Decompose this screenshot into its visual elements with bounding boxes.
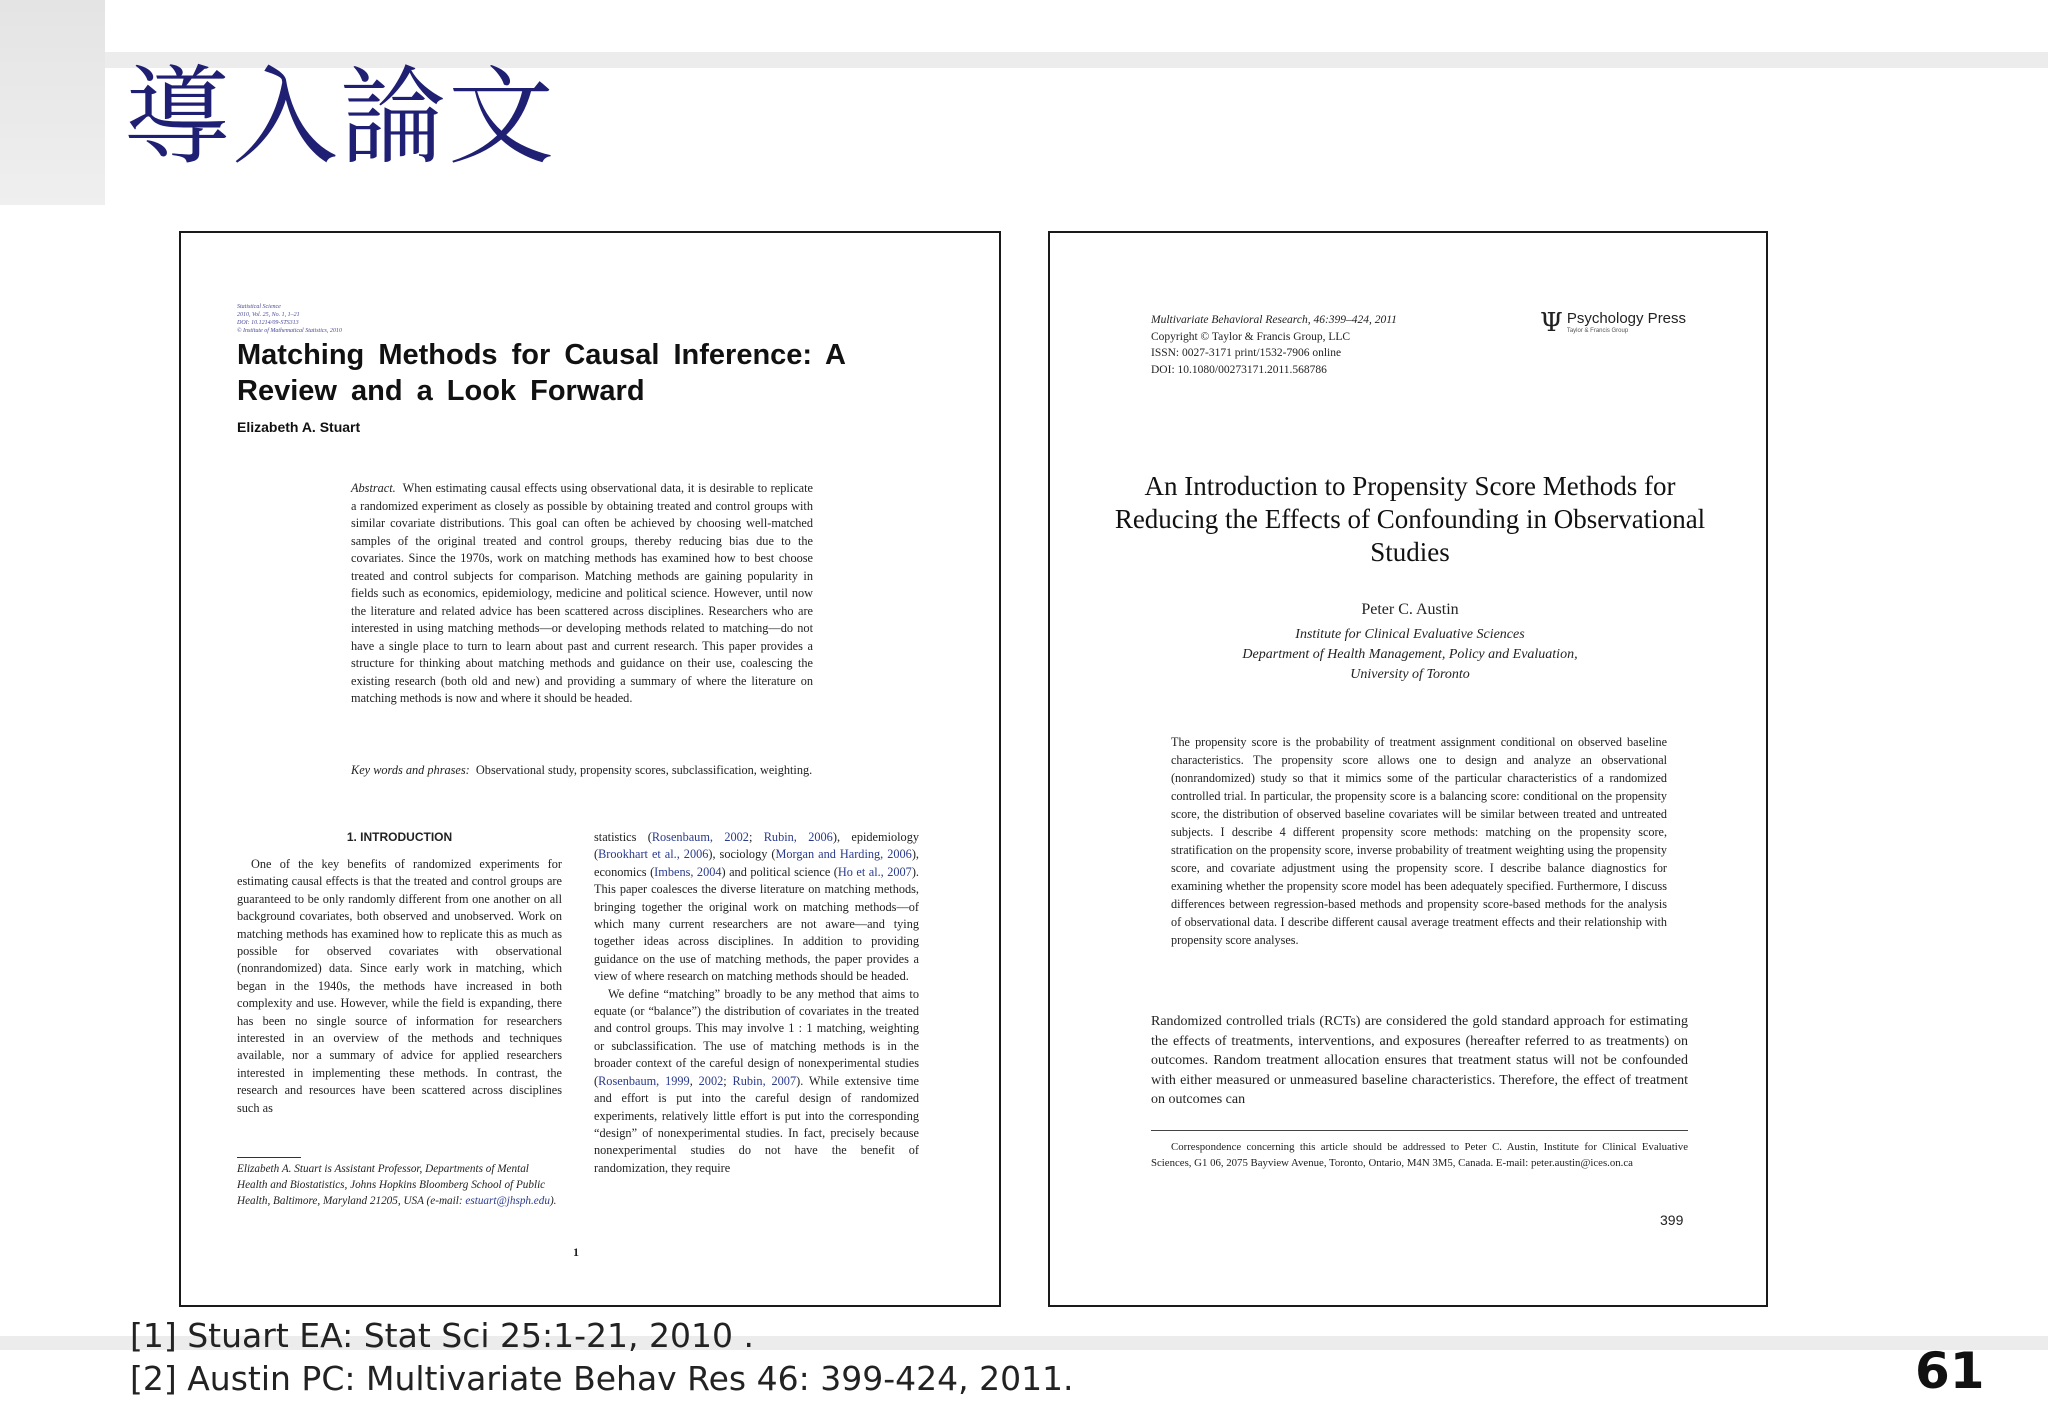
citation-link[interactable]: Rubin, 2006	[763, 830, 833, 844]
journal-meta	[1151, 312, 1397, 378]
journal-meta-line: Copyright © Taylor & Francis Group, LLC	[1151, 330, 1351, 343]
journal-header-line: 2010, Vol. 25, No. 1, 1–21	[237, 312, 300, 318]
citation-link[interactable]: Ho et al., 2007	[837, 864, 912, 879]
paper-1-title: Matching Methods for Causal Inference: A Review and a Look Forward	[237, 339, 845, 407]
citation-link[interactable]: 2002	[698, 1073, 724, 1088]
abstract-text: When estimating causal effects using observational data, it is desirable to replicate a randomized experiment as closely as possible by obtaining treated and control groups with similar covariate distributions. This goal can often be achieved by choosing well-matched samples of the original treated and control groups, thereby reducing bias due to the covariates. Since the 1970s, work on matching methods has examined how to best choose treated and control subjects for comparison. Matching methods are gaining popularity in fields such as economics, epidemiology, medicine and political science. However, until now the literature and related advice has been scattered across disciplines. Researchers who are interested in using matching methods—or developing methods related to matching—do not have a single place to turn to learn about past and current research. This paper provides a structure for thinking about matching methods and guidance on their use, coalescing the existing research (both old and new) and providing a summary of where the literature on matching methods is now and where it should be headed.	[351, 481, 813, 705]
journal-header-line: Statistical Science	[237, 304, 281, 310]
journal-meta-line: DOI: 10.1080/00273171.2011.568786	[1151, 363, 1327, 376]
page-number: 399	[1660, 1212, 1684, 1228]
footnote-rule	[1151, 1130, 1688, 1131]
slide-number: 61	[1915, 1342, 1985, 1400]
keywords-text: Observational study, propensity scores, subclassification, weighting.	[475, 763, 813, 777]
journal-meta-line: ISSN: 0027-3171 print/1532-7906 online	[1151, 347, 1342, 359]
paper-2-affiliations	[1090, 625, 1730, 685]
paper-2-title: An Introduction to Propensity Score Methods for Reducing the Effects of Confounding in Observational Studies	[1114, 471, 1706, 567]
section-heading: 1. INTRODUCTION	[346, 830, 453, 844]
citation-link[interactable]: Morgan and Harding, 2006	[775, 847, 912, 862]
reference-2: [2] Austin PC: Multivariate Behav Res 46: 399-424, 2011.	[130, 1359, 1074, 1398]
intro-paragraph: statistics (Rosenbaum, 2002; Rubin, 2006), epidemiology (Brookhart et al., 2006), sociology (Morgan and Harding, 2006), economics (Imbens, 2004) and political science (Ho et al., 2007). This paper coalesces the diverse literature on matching methods, bringing together the original work on matching methods—of which many current researchers are not aware—and tying together ideas across disciplines. In addition to providing guidance on the use of matching methods, the paper provides a view of where research on matching methods should be headed.	[594, 830, 920, 984]
paper-2-abstract: The propensity score is the probability of treatment assignment conditional on observed baseline characteristics. The propensity score allows one to design and analyze an observational (nonrandomized) study so that it mimics some of the particular characteristics of a randomized controlled trial. In particular, the propensity score is a balancing score: conditional on the propensity score, the distribution of observed baseline covariates will be similar between treated and untreated subjects. I describe 4 different propensity score methods: matching on the propensity score, stratification on the propensity score, inverse probability of treatment weighting using the propensity score, and covariate adjustment using the propensity score. I describe balance diagnostics for examining whether the propensity score model has been adequately specified. Furthermore, I discuss differences between regression-based methods and propensity score-based methods for the analysis of observational data. I describe different causal average treatment effects and their relationship with propensity score analyses.	[1171, 735, 1667, 947]
publisher-logo	[1540, 308, 1687, 338]
paper-2-page	[1048, 231, 1768, 1307]
citation-link[interactable]: Rosenbaum, 1999	[598, 1073, 690, 1088]
intro-paragraph: We define “matching” broadly to be any method that aims to equate (or “balance”) the distribution of covariates in the treated and control groups. This may involve 1 : 1 matching, weighting or subclassification. The use of matching methods is in the broader context of the careful design of nonexperimental studies (Rosenbaum, 1999, 2002; Rubin, 2007). While extensive time and effort is put into the careful design of randomized experiments, relatively little effort is put into the corresponding “design” of nonexperimental studies. In fact, precisely because nonexperimental studies do not have the benefit of randomization, they require	[594, 986, 919, 1175]
citation-link[interactable]: Imbens, 2004	[654, 864, 722, 879]
keywords-label: Key words and phrases:	[351, 763, 470, 777]
paper-1-author: Elizabeth A. Stuart	[237, 419, 361, 435]
journal-meta-line: Multivariate Behavioral Research, 46:399–424, 2011	[1151, 314, 1397, 326]
intro-paragraph: One of the key benefits of randomized experiments for estimating causal effects is that the treated and control groups are guaranteed to be only randomly different from one another on all background covariates, both observed and unobserved. Work on matching methods has examined how to replicate this as much as possible for observed covariates with observational (nonrandomized) data. Since early work in matching, which began in the 1940s, the methods have increased in both complexity and use. However, while the field is expanding, there has been no single source of information for researchers interested in an overview of the methods and techniques available, nor a summary of advice for applied researchers interested in implementing these methods. In contrast, the research and resources have been scattered across disciplines such as	[237, 857, 562, 1115]
author-email-link[interactable]: estuart@jhsph.edu	[465, 1194, 550, 1207]
citation-link[interactable]: Brookhart et al., 2006	[598, 847, 709, 862]
intro-column-right	[594, 829, 919, 1177]
corner-decoration	[0, 0, 105, 205]
paper-2-body: Randomized controlled trials (RCTs) are considered the gold standard approach for estimating the effects of treatments, interventions, and exposures (hereafter referred to as treatments) on outcomes. Random treatment allocation ensures that treatment status will not be confounded with either measured or unmeasured baseline characteristics. Therefore, the effect of treatment on outcomes can	[1151, 1014, 1688, 1108]
psi-logo-icon: Ψ	[1540, 308, 1563, 338]
paper-2-author: Peter C. Austin	[1361, 601, 1459, 618]
affiliation-line: Department of Health Management, Policy and Evaluation,	[1242, 647, 1578, 662]
paper-1-page	[179, 231, 1001, 1307]
affiliation-line: University of Toronto	[1350, 667, 1470, 682]
journal-header-line: © Institute of Mathematical Statistics, 2010	[237, 328, 342, 334]
publisher-name: Psychology Press	[1566, 310, 1687, 327]
page-number: 1	[573, 1245, 579, 1259]
correspondence-note: Correspondence concerning this article should be addressed to Peter C. Austin, Institute for Clinical Evaluative Sciences, G1 06, 2075 Bayview Avenue, Toronto, Ontario, M4N 3M5, Canada. E-mail: peter.austin@ices.on.ca	[1151, 1141, 1688, 1169]
footnote-rule	[237, 1157, 301, 1158]
abstract-label: Abstract.	[351, 481, 396, 495]
publisher-group: Taylor & Francis Group	[1566, 328, 1629, 334]
citation-link[interactable]: Rubin, 2007	[732, 1073, 797, 1088]
paper-1-abstract	[351, 480, 813, 708]
slide-title: 導入論文	[124, 56, 556, 179]
affiliation-line: Institute for Clinical Evaluative Sciences	[1295, 627, 1525, 642]
reference-1: [1] Stuart EA: Stat Sci 25:1-21, 2010 .	[130, 1316, 754, 1355]
journal-header-line: DOI: 10.1214/09-STS313	[237, 320, 299, 326]
intro-column-left	[237, 856, 562, 1117]
author-footnote: Elizabeth A. Stuart is Assistant Professor, Departments of Mental Health and Biostatistics, Johns Hopkins Bloomberg School of Public Health, Baltimore, Maryland 21205, USA (e-mail: estuart@jhsph.edu).	[237, 1163, 557, 1207]
paper-1-keywords	[351, 762, 813, 780]
citation-link[interactable]: Rosenbaum, 2002	[651, 830, 749, 844]
